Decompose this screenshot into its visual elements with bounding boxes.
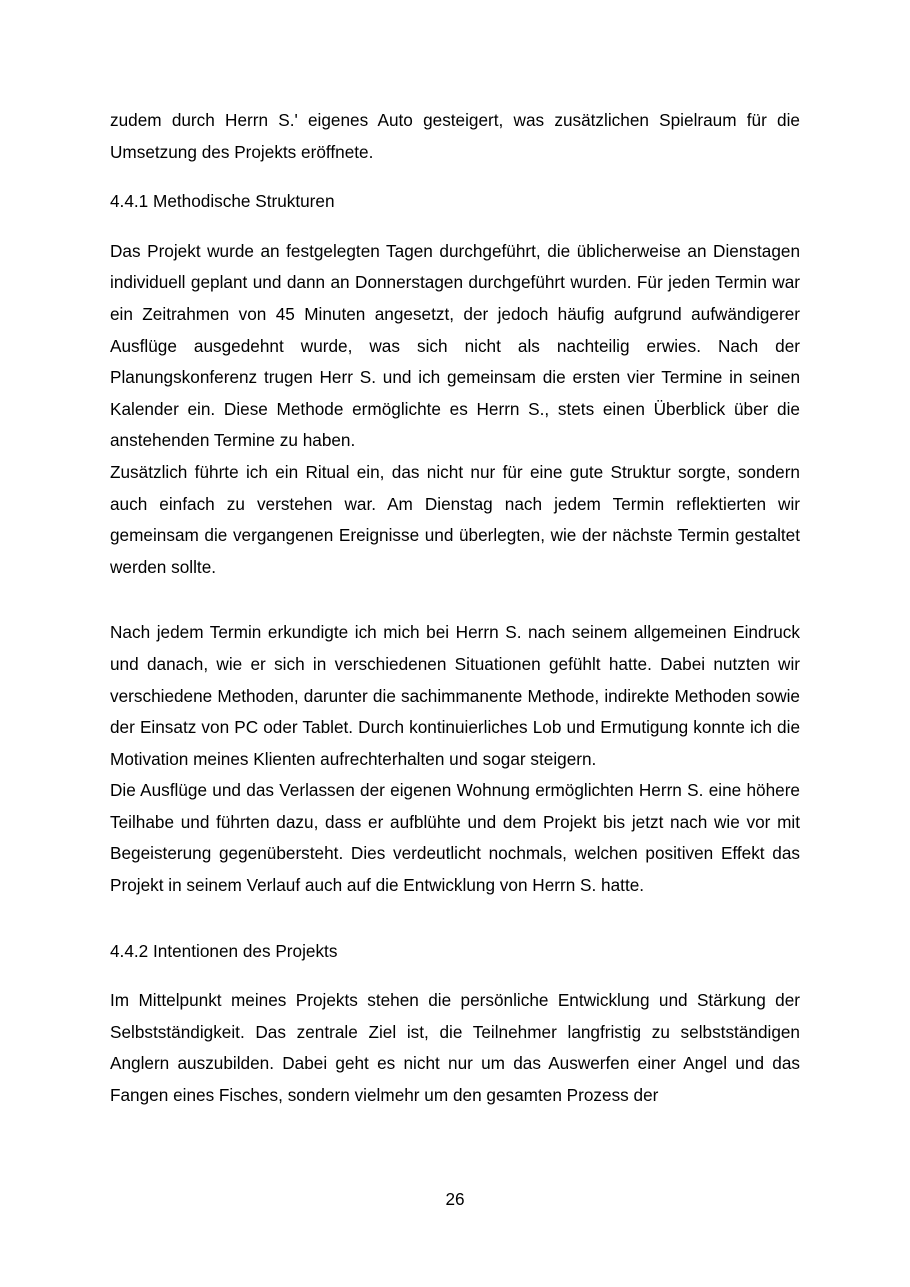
paragraph-methodik-2: Zusätzlich führte ich ein Ritual ein, das nicht nur für eine gute Struktur sorgte, sondern auch einfach zu verstehen war. Am Dienstag nach jedem Termin reflektierten wir gemeinsam die vergangenen Ereignisse und überlegten, wie der nächste Termin gestaltet werden sollte. <box>110 461 800 577</box>
section-heading-4-4-2: 4.4.2 Intentionen des Projekts <box>110 940 338 961</box>
paragraph-continuation: zudem durch Herrn S.' eigenes Auto gesteigert, was zusätzlichen Spielraum für die Umsetzung des Projekts eröffnete. <box>110 110 800 162</box>
paragraph-methodik-4: Die Ausflüge und das Verlassen der eigenen Wohnung ermöglichten Herrn S. eine höhere Teilhabe und führten dazu, dass er aufblühte und dem Projekt bis jetzt nach wie vor mit Begeisterung gegenübersteht. Dies verdeutlicht nochmals, welchen positiven Effekt das Projekt in seinem Verlauf auch auf die Entwicklung von Herrn S. hatte. <box>110 780 800 896</box>
page-body <box>110 105 800 1112</box>
page-number: 26 <box>445 1189 465 1209</box>
paragraph-intentionen-1: Im Mittelpunkt meines Projekts stehen die persönliche Entwicklung und Stärkung der Selbstständigkeit. Das zentrale Ziel ist, die Teilnehmer langfristig zu selbstständigen Anglern auszubilden. Dabei geht es nicht nur um das Auswerfen einer Angel und das Fangen eines Fisches, sondern vielmehr um den gesamten Prozess der <box>110 990 800 1106</box>
section-heading-4-4-1: 4.4.1 Methodische Strukturen <box>110 191 335 212</box>
paragraph-methodik-3: Nach jedem Termin erkundigte ich mich bei Herrn S. nach seinem allgemeinen Eindruck und danach, wie er sich in verschiedenen Situationen gefühlt hatte. Dabei nutzten wir verschiedene Methoden, darunter die sachimmanente Methode, indirekte Methoden sowie der Einsatz von PC oder Tablet. Durch kontinuierliches Lob und Ermutigung konnte ich die Motivation meines Klienten aufrechterhalten und sogar steigern. <box>110 622 800 769</box>
paragraph-methodik-1: Das Projekt wurde an festgelegten Tagen durchgeführt, die üblicherweise an Dienstagen individuell geplant und dann an Donnerstagen durchgeführt wurden. Für jeden Termin war ein Zeitrahmen von 45 Minuten angesetzt, der jedoch häufig aufgrund aufwändigerer Ausflüge ausgedehnt wurde, was sich nicht als nachteilig erwies. Nach der Planungskonferenz trugen Herr S. und ich gemeinsam die ersten vier Termine in seinen Kalender ein. Diese Methode ermöglichte es Herrn S., stets einen Überblick über die anstehenden Termine zu haben. <box>110 240 800 451</box>
